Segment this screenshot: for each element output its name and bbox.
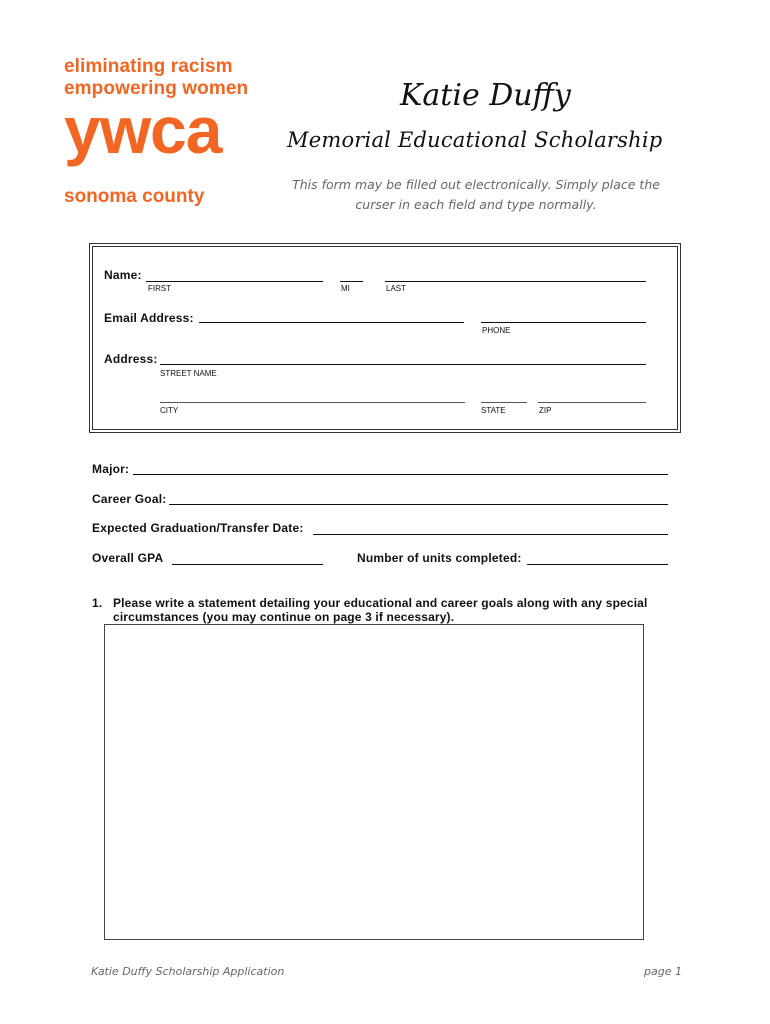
contact-info-box bbox=[89, 243, 681, 433]
question-text: Please write a statement detailing your educational and career goals along with any special circumstances (you may continue on page 3 if necessary). bbox=[113, 596, 648, 624]
email-label: Email Address: bbox=[104, 311, 194, 325]
major-label: Major: bbox=[92, 462, 130, 476]
street-caption: STREET NAME bbox=[160, 369, 217, 378]
mi-caption: MI bbox=[341, 284, 350, 293]
units-label: Number of units completed: bbox=[357, 551, 522, 565]
career-goal-field[interactable] bbox=[169, 504, 668, 505]
units-field[interactable] bbox=[527, 564, 668, 565]
name-label: Name: bbox=[104, 268, 142, 282]
gpa-label: Overall GPA bbox=[92, 551, 164, 565]
instructions-text: This form may be filled out electronically. Simply place the curser in each field and type normally. bbox=[292, 177, 660, 212]
ywca-logo bbox=[64, 56, 249, 207]
first-name-field[interactable] bbox=[146, 281, 323, 282]
last-caption: LAST bbox=[386, 284, 407, 293]
question-number: 1. bbox=[92, 596, 103, 610]
zip-caption: ZIP bbox=[539, 406, 552, 415]
city-caption: CITY bbox=[160, 406, 179, 415]
zip-field[interactable] bbox=[538, 402, 646, 403]
phone-caption: PHONE bbox=[482, 326, 511, 335]
logo-tagline-2: empowering women bbox=[64, 78, 249, 99]
middle-initial-field[interactable] bbox=[340, 281, 363, 282]
gpa-field[interactable] bbox=[172, 564, 323, 565]
question-1 bbox=[92, 596, 692, 624]
page-title: Katie Duffy bbox=[400, 78, 571, 113]
footer-title: Katie Duffy Scholarship Application bbox=[91, 965, 285, 978]
major-field[interactable] bbox=[133, 474, 668, 475]
state-field[interactable] bbox=[481, 402, 527, 403]
graduation-date-field[interactable] bbox=[313, 534, 668, 535]
city-field[interactable] bbox=[160, 402, 465, 403]
career-goal-label: Career Goal: bbox=[92, 492, 167, 506]
logo-tagline-1: eliminating racism bbox=[64, 56, 233, 77]
state-caption: STATE bbox=[481, 406, 506, 415]
page-number: page 1 bbox=[644, 965, 682, 978]
page-subtitle: Memorial Educational Scholarship bbox=[287, 128, 663, 152]
email-field[interactable] bbox=[199, 322, 464, 323]
statement-textarea[interactable] bbox=[104, 624, 644, 940]
first-caption: FIRST bbox=[148, 284, 172, 293]
logo-brand: ywca bbox=[64, 93, 222, 167]
last-name-field[interactable] bbox=[385, 281, 646, 282]
address-label: Address: bbox=[104, 352, 158, 366]
street-field[interactable] bbox=[160, 364, 646, 365]
logo-county: sonoma county bbox=[64, 186, 205, 207]
phone-field[interactable] bbox=[481, 322, 646, 323]
graduation-date-label: Expected Graduation/Transfer Date: bbox=[92, 521, 304, 535]
